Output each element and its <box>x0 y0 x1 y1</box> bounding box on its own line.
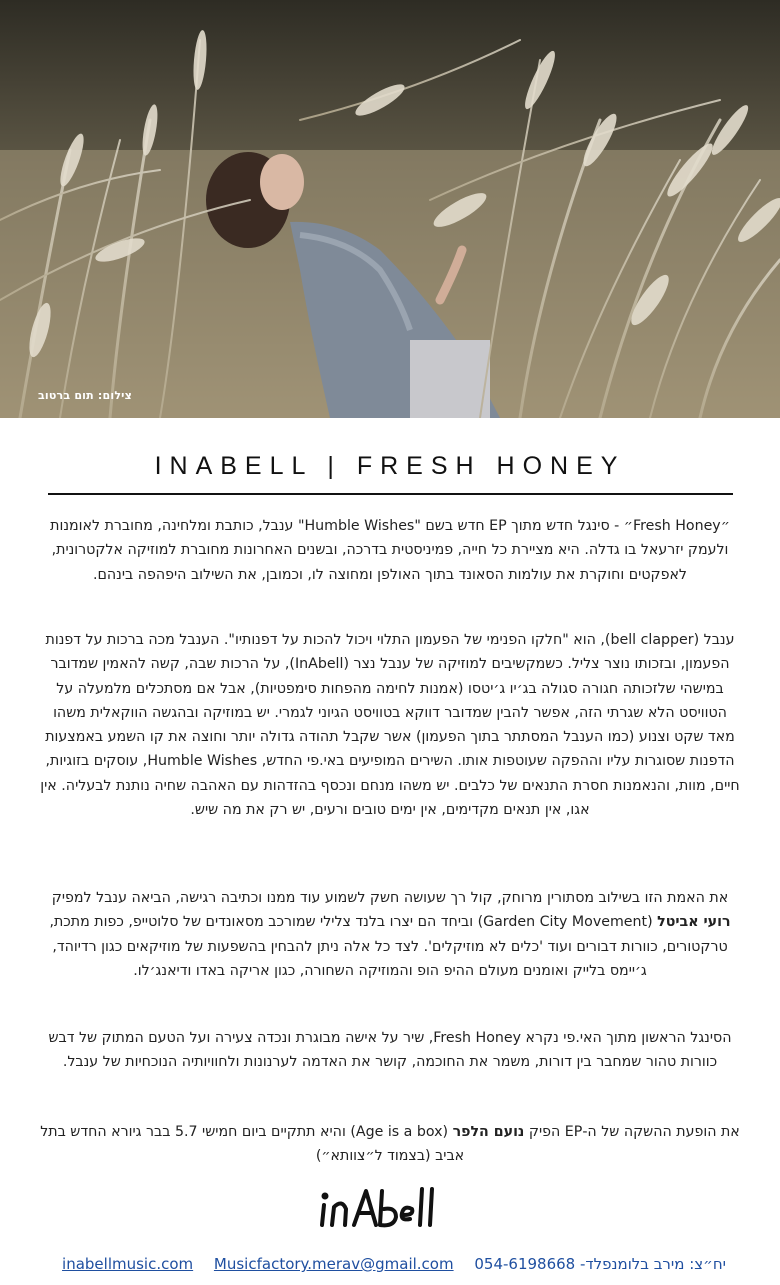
text-line: והמוזיקה השחורה, כגון אריקה באדו ודיאנג׳לו. <box>133 962 413 979</box>
text-line: והיא תתקיים ביום חמישי 5.7 בבר גיורא החדש בתל אביב (בצמוד ל״צוותא״) <box>40 1124 465 1165</box>
producer-name: רועי אביטל <box>657 914 731 931</box>
website-link[interactable]: inabellmusic.com <box>62 1255 194 1273</box>
text-line: לצד כל אלה ניתן להבחין בהשפעות של מוזיקאים כגון רדיוהד, ג׳יימס בלייק ואומנים מעולם ההיפ הופ <box>52 938 647 979</box>
text-line: Wishes, עוסקים בזוגיות, חיים, מוות, והנאמנות חסרת התנאים של כלבים. יש משהו מנחם ונכסף בהזדהות <box>45 753 740 794</box>
email-link[interactable]: Musicfactory.merav@gmail.com <box>213 1255 454 1273</box>
text-line: ובשנים האחרונות מחוברת למוזיקה אלקטרונית, לאפקטים וחוקרת את עולמות הסאונד בתוך האולפן ומחוצה <box>51 542 687 583</box>
text-line: מאד שקט וצנוע (כמו הענבל המסתתר בתוך הפעמון) אשר שקבל תהודה גדולה יותר וחוצה את קו השמע <box>107 729 735 746</box>
text-fragment: (Age is a box) <box>350 1124 449 1140</box>
text-line-launch <box>350 1124 739 1140</box>
text-line: הלא שגרתי הזה, אפשר להבין שמדובר דווקא בטוויסט הגיוני לגמרי. יש במוזיקה ובהגשה הווקאלית משהו <box>53 704 675 721</box>
text-line: ״Fresh Honey״ - סינגל חדש מתוך EP חדש בשם "Humble Wishes" <box>297 518 730 534</box>
text-line: חגורה סגולה בג׳יו ג׳יטסו (אמנות לחימה מהפחות סימפטיות), אבל אם מסתכלים מלמעלה על הטוויסט <box>56 680 727 721</box>
paragraph-launch <box>40 1120 740 1169</box>
paragraph-production <box>40 886 740 983</box>
text-line: כפות מתכת, טרקטורים, כוורות דבורים ועוד 'כלים לא מוזיקלים'. <box>49 914 728 955</box>
paragraph-bell-clapper <box>40 628 740 822</box>
text-line: הסינגל הראשון מתוך האי.פי נקרא Fresh Honey, שיר על אישה מבוגרת ונכדה צעירה ועל הטעם המתוק <box>101 1030 732 1046</box>
launch-producer-name: נועם הלפר <box>452 1124 525 1140</box>
paragraph-single <box>40 1026 740 1075</box>
text-line: לו, וכמובן, את השילוב היפהפה בינהם. <box>92 566 324 583</box>
photo-illustration <box>0 0 780 418</box>
photo-credit: צילום: תום ברטוב <box>38 389 133 402</box>
text-line: של דבש כוורות טהור שמחבר בין דורות, משמר את החוכמה, קושר את האדמה לערנונות <box>48 1030 718 1071</box>
text-line: הענבל מכה ברכות על דפנות הפעמון, ובזכותו נוצר צליל. <box>45 632 730 673</box>
text-fragment: (Garden City Movement) וביחד הם יצרו בלנד צלילי שמורכב מסאונדים של סלוטייפ, <box>128 914 653 931</box>
paragraph-intro <box>40 514 740 587</box>
footer-contact <box>0 1255 780 1273</box>
text-line: כשמקשיבים למוזיקה של ענבל נצר (InAbell), על הרכות שבה, קשה להאמין שמדובר במישהי שלזכותה <box>50 656 724 697</box>
text-fragment: למפיק <box>51 890 92 906</box>
text-line: עם האהבה שחיה נותנת לבעליה. אין אגו, אין תנאים מקדימים, <box>40 777 590 819</box>
text-line: ענבל, כותבת ומלחינה, מחוברת לאומנות ולעמק יזרעאל בו גדלה. היא מציירת כל חייה, פמיניסטית בדרכה, <box>50 518 729 559</box>
title-divider <box>48 493 733 495</box>
text-line: ענבל (bell clapper), הוא "חלקו הפנימי של הפעמון התלוי ויכול להכות על דפנותיו". <box>223 632 735 648</box>
page-title: INABELL | FRESH HONEY <box>154 452 626 480</box>
text-line: ולחוויותיה הנוכחיות של ענבל. <box>62 1054 240 1071</box>
text-line: את האמת הזו בשילוב מסתורין מרוחק, קול רך שעושה חשק לשמוע עוד ממנו וכתיבה רגישה, הביאה ענבל <box>96 890 729 906</box>
hero-photo <box>0 0 780 418</box>
text-line: באמצעות הדפנות שסוגרות עליו וההפקה שעוטפות אותו. השירים המופיעים באי.פי החדש, Humble <box>45 729 735 770</box>
text-line: אין ימים טובים ורעים, יש רק את מה שיש. <box>190 802 437 819</box>
pr-contact: יח״צ: מירב בלומנפלד- 054-6198668 <box>474 1255 726 1273</box>
inabell-logo <box>318 1185 468 1231</box>
text-fragment: את הופעת ההשקה של ה-EP הפיק <box>528 1124 740 1140</box>
